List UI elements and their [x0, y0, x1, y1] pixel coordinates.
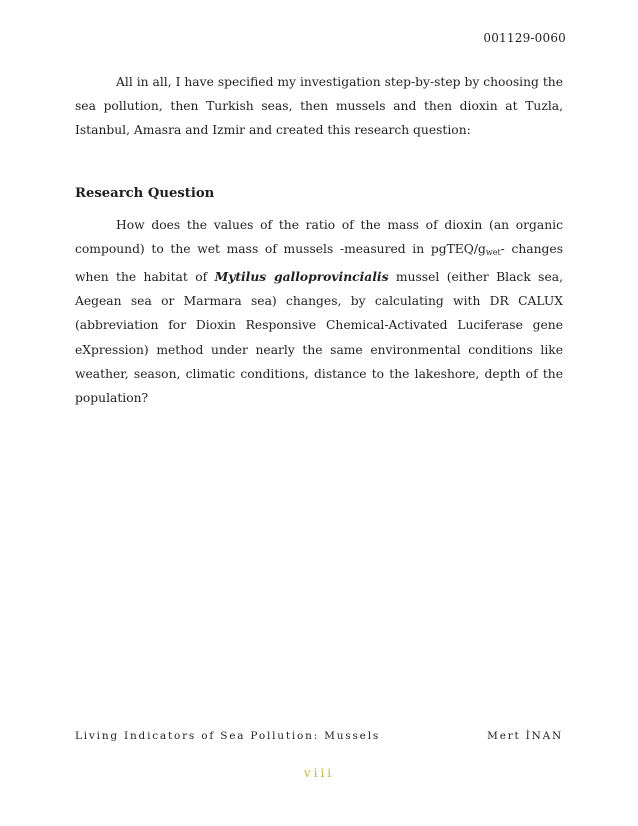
intro-paragraph: All in all, I have specified my investigation step-by-step by choosing the sea pollution, then Turkish seas, then mussels and then dioxin at Tuzla, Istanbul, Amasra and Izmir and created this research question:: [75, 75, 563, 138]
unit-subscript: wet: [485, 247, 501, 257]
page-body: [75, 70, 563, 410]
document-id: 001129-0060: [483, 31, 566, 45]
species-name: Mytilus galloprovincialis: [214, 269, 389, 285]
section-heading: Research Question: [75, 185, 215, 201]
question-text-part-3: mussel (either Black sea, Aegean sea or Marmara sea) changes, by calculating with DR CALUX (abbreviation for Dioxin Responsive Chemical-Activated Luciferase gene eXpression) method under nearly the same environmental conditions like weather, season, climatic conditions, distance to the lakeshore, depth of the population?: [75, 270, 563, 406]
question-text-part-1: How does the values of the ratio of the mass of dioxin (an organic compound) to the wet mass of mussels -measured in pgTEQ/g: [75, 217, 563, 256]
page-footer: [75, 730, 563, 742]
footer-author: Mert İNAN: [487, 730, 563, 742]
research-question-paragraph: [75, 213, 563, 411]
question-text-part-2: - changes when the habitat of: [75, 241, 563, 285]
page-number: viii: [303, 766, 335, 780]
footer-title: Living Indicators of Sea Pollution: Mussels: [75, 730, 381, 742]
